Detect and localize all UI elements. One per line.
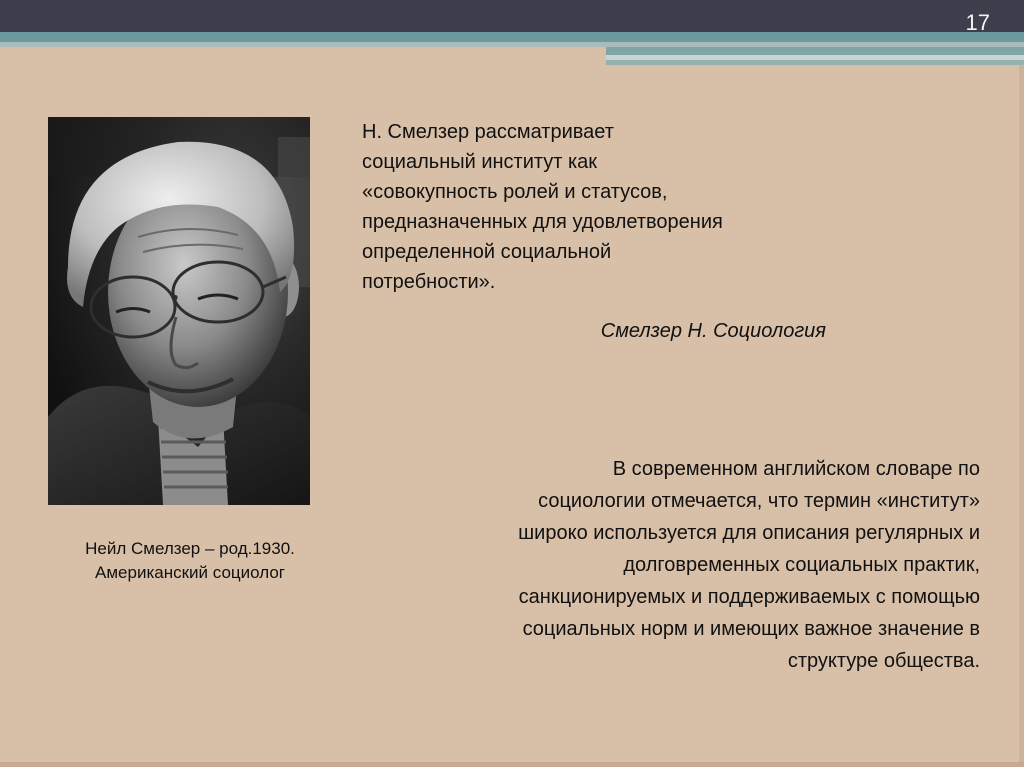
- quote-line: социальный институт как: [362, 151, 598, 173]
- definition-quote: [362, 117, 832, 297]
- portrait-caption: [40, 537, 340, 585]
- quote-line: потребности».: [362, 271, 496, 293]
- slide-number: 17: [965, 10, 990, 35]
- slide-bottom-edge: [0, 762, 1024, 767]
- portrait-image: [48, 117, 310, 505]
- quote-line: предназначенных для удовлетворения: [362, 211, 723, 233]
- quote-line: определенной социальной: [362, 241, 612, 263]
- header-accent-band: [606, 47, 1024, 55]
- paragraph-line: долговременных социальных практик,: [623, 554, 980, 576]
- header-teal-band: [0, 32, 1024, 42]
- paragraph-line: санкционируемых и поддерживаемых с помощью: [518, 586, 980, 608]
- portrait-photo: [48, 117, 310, 505]
- quote-line: «совокупность ролей и статусов,: [362, 181, 668, 203]
- caption-line: Американский социолог: [95, 563, 285, 582]
- paragraph-line: широко используется для описания регулярных и: [518, 522, 980, 544]
- caption-line: Нейл Смелзер – род.1930.: [85, 539, 295, 558]
- paragraph-line: структуре общества.: [787, 650, 980, 672]
- paragraph-line: социологии отмечается, что термин «институт»: [538, 490, 980, 512]
- paragraph-line: социальных норм и имеющих важное значение в: [522, 618, 980, 640]
- dictionary-paragraph: [370, 453, 980, 677]
- header-dark-band: [0, 0, 1024, 32]
- paragraph-line: В современном английском словаре по: [612, 458, 980, 480]
- slide-right-edge: [1019, 65, 1024, 762]
- header-accent-band-lower: [606, 60, 1024, 65]
- quote-source: Смелзер Н. Социология: [600, 320, 826, 342]
- quote-line: Н. Смелзер рассматривает: [362, 121, 614, 143]
